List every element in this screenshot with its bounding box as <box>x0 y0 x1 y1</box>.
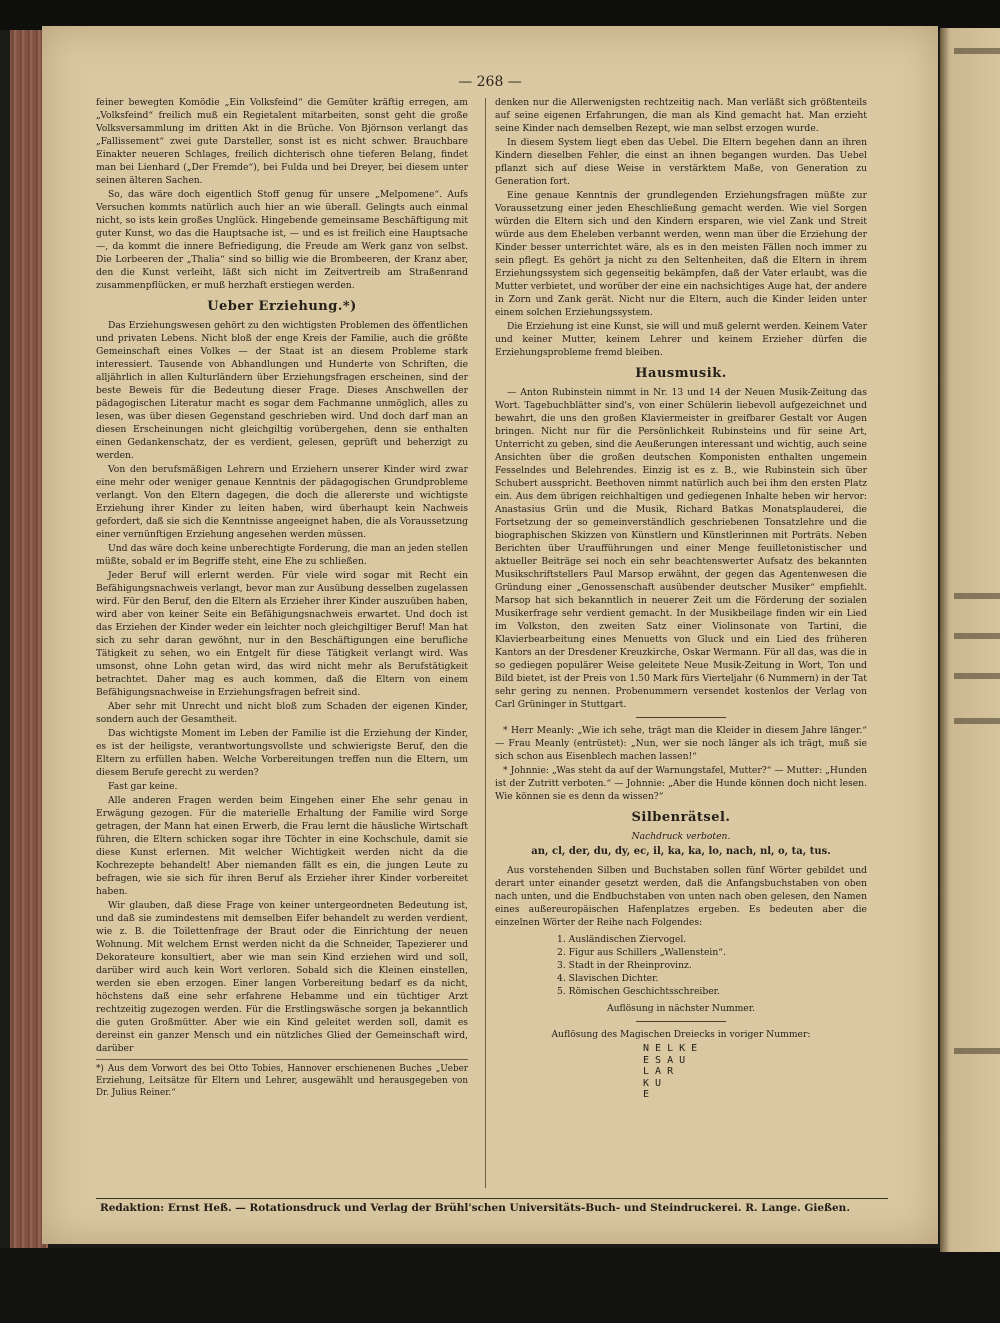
jokes-block <box>495 724 867 803</box>
hausmusik-heading: Hausmusik. <box>635 366 727 381</box>
clue-item: 2. Figur aus Schillers „Wallenstein“. <box>557 947 726 958</box>
imprint-footer: Redaktion: Ernst Heß. — Rotationsdruck und Verlag der Brühl'schen Universitäts-Buch- und Steindruckerei. R. Lange. Gießen. <box>100 1202 850 1214</box>
column-divider <box>485 98 486 1188</box>
triangle-caption: Auflösung des Magischen Dreiecks in voriger Nummer: <box>551 1029 811 1040</box>
intro-paragraph: So, das wäre doch eigentlich Stoff genug für unsere „Melpomene“. Aufs Versuchen kommts natürlich auch hier an wie überall. Gelingts auch einmal nicht, so ists kein großes Unglück. Hingebende gemeinsame Beschäftigung mit guter Kunst, wo das die Hauptsache ist, — und es ist freilich eine Hauptsache —, da kommt die innere Befriedigung, die Freude am Werk ganz von selbst. Die Lorbeeren der „Thalia“ sind so billig wie die Brombeeren, der Kranz aber, den die Kunst verleiht, läßt sich nicht im Zeitvertreib am Straßenrand zusammenpflücken, er muß herzhaft erstiegen werden. <box>96 189 468 291</box>
clue-item: 5. Römischen Geschichtsschreiber. <box>557 986 720 997</box>
clue-item: 3. Stadt in der Rheinprovinz. <box>557 960 692 971</box>
joke-item: * Herr Meanly: „Wie ich sehe, trägt man die Kleider in diesem Jahre länger.“ — Frau Meanly (entrüstet): „Nun, wer sie noch länger als ich trägt, muß sie sich schon aus Eisenblech machen lassen!“ <box>495 725 867 762</box>
erziehung-paragraph: Aber sehr mit Unrecht und nicht bloß zum Schaden der eigenen Kinder, sondern auch der Gesamtheit. <box>96 701 468 725</box>
page-number: — 268 — <box>458 74 522 90</box>
clue-item: 4. Slavischen Dichter. <box>557 973 659 984</box>
triangle-line: L A R <box>643 1066 674 1077</box>
erziehung-paragraph: Jeder Beruf will erlernt werden. Für viele wird sogar mit Recht ein Befähigungsnachweis verlangt, bevor man zur Ausübung desselben zugelassen wird. Für den Beruf, den die Eltern als Erzieher ihrer Kinder auszuüben haben, wird aber von keiner Seite ein Befähigungsnachweis erwartet. Und doch ist das Erziehen der Kinder weder ein leichter noch gleichgiltiger Beruf! Man hat sich zu sehr daran gewöhnt, nur in den Beschäftigungen eine berufliche Tätigkeit zu sehen, wo ein Entgelt für diese Tätigkeit verlangt wird. Was umsonst, ohne Lohn getan wird, das wird nicht mehr als Berufstätigkeit betrachtet. Daher mag es auch kommen, daß die Eltern von einem Befähigungsnachweise in Erziehungsfragen befreit sind. <box>96 570 468 698</box>
erziehung-paragraph: Alle anderen Fragen werden beim Eingehen einer Ehe sehr genau in Erwägung gezogen. Für die materielle Erhaltung der Familie wird Sorge getragen, der Mann hat einen Erwerb, die Frau lernt die häusliche Wirtschaft führen, die Eltern schicken sogar ihre Töchter in eine Kochschule, damit sie diese Kunst erlernen. Mit welcher Wichtigkeit werden nicht da die Kochrezepte behandelt! Aber niemanden fällt es ein, die jungen Leute zu befragen, wie sie sich für ihren Beruf als Erzieher ihrer Kinder vorbereitet haben. <box>96 795 468 897</box>
hausmusik-paragraph: — Anton Rubinstein nimmt in Nr. 13 und 14 der Neuen Musik-Zeitung das Wort. Tagebuchblätter sind's, von einer Schülerin liebevoll aufgezeichnet und bewahrt, die uns den großen Klaviermeister in greifbarer Gestalt vor Augen bringen. Nicht nur für die Persönlichkeit Rubinsteins und für seine Art, Unterricht zu geben, sind die Aeußerungen interessant und wichtig, auch seine Ansichten über die großen deutschen Komponisten enthalten ungemein Fesselndes und Belehrendes. Einzig ist es z. B., wie Rubinstein sich über Schubert ausspricht. Beethoven nimmt natürlich auch bei ihm den ersten Platz ein. Aus dem übrigen reichhaltigen und gediegenen Inhalte heben wir hervor: Anastasius Grün und die Musik, Richard Batkas Monatsplauderei, die Fortsetzung der so gemeinverständlich geschriebenen Tonsatzlehre und die biographischen Skizzen von Künstlern und Künstlerinnen mit Porträts. Neben Berichten über Uraufführungen und einer Menge feuilletonistischer und aktueller Beiträge sei noch ein sehr beachtenswerter Aufsatz des bekannten Musikschriftstellers Paul Marsop erwähnt, der gegen das Agentenwesen die Gründung einer „Genossenschaft ausübender deutscher Musiker“ empfiehlt. Marsop hat sich bekanntlich in neuerer Zeit um die Förderung der sozialen Musikerfrage sehr verdient gemacht. In der Musikbeilage finden wir ein Lied im Volkston, den zweiten Satz einer Violinsonate von Tartini, die Klavierbearbeitung eines Menuetts von Gluck und ein Lied des früheren Kantors an der Dresdener Kreuzkirche, Oskar Wermann. Für all das, was die in so gediegen populärer Weise geleitete Neue Musik-Zeitung in Wort, Ton und Bild bietet, ist der Preis von 1.50 Mark fürs Vierteljahr (6 Nummern) in der Tat sehr gering zu nennen. Probenummern versendet kostenlos der Verlag von Carl Grüninger in Stuttgart. <box>495 387 867 710</box>
erziehung-heading: Ueber Erziehung.*) <box>207 299 357 314</box>
silbenraetsel-heading: Silbenrätsel. <box>631 810 731 825</box>
erziehung-footnote: *) Aus dem Vorwort des bei Otto Tobies, Hannover erschienenen Buches „Ueber Erziehung, Leitsätze für Eltern und Lehrer, ausgewählt und herausgegeben von Dr. Julius Reiner.“ <box>96 1059 468 1099</box>
clue-item: 1. Ausländischen Ziervogel. <box>557 934 687 945</box>
reprint-notice: Nachdruck verboten. <box>631 831 731 842</box>
section-divider <box>636 1021 726 1022</box>
erziehung-paragraph: Das wichtigste Moment im Leben der Familie ist die Erziehung der Kinder, es ist der heiligste, verantwortungsvollste und schwierigste Beruf, den die Eltern zu erfüllen haben. Welche Vorbereitungen treffen nun die Eltern, um diesem Berufe gerecht zu werden? <box>96 728 468 778</box>
syllable-list: an, cl, der, du, dy, ec, il, ka, ka, lo, nach, nl, o, ta, tus. <box>531 846 831 857</box>
adjacent-text-line <box>954 673 1000 679</box>
left-column <box>96 96 468 1196</box>
erziehung-continuation: Die Erziehung ist eine Kunst, sie will und muß gelernt werden. Keinem Vater und keiner Mutter, keinem Lehrer und keinem Erzieher dürfen die Erziehungsprobleme fremd bleiben. <box>495 321 867 358</box>
erziehung-continuation: Eine genaue Kenntnis der grundlegenden Erziehungsfragen müßte zur Voraussetzung einer jeden Eheschließung gemacht werden. Wie viel Sorgen würden die Eltern sich und den Kindern ersparen, wie viel Zank und Streit würde aus dem Eheleben verbannt werden, wenn man über die Erziehung der Kinder besser unterrichtet wäre, als es in den meisten Fällen noch immer zu sein pflegt. Es gehört ja nicht zu den Seltenheiten, daß die Eltern in ihrem Erziehungssystem sich gegenseitig bekämpfen, daß der Vater erlaubt, was die Mutter verbietet, und worüber der eine ein nachsichtiges Auge hat, der andere in Zorn und Zank gerät. Nicht nur die Eltern, auch die Kinder leiden unter einem solchen Erziehungssystem. <box>495 190 867 318</box>
erziehung-paragraph: Fast gar keine. <box>108 781 178 792</box>
erziehung-paragraph: Das Erziehungswesen gehört zu den wichtigsten Problemen des öffentlichen und privaten Lebens. Nicht bloß der enge Kreis der Familie, auch die größte Gemeinschaft eines Volkes — der Staat ist an diesem Probleme stark interessiert. Tausende von Abhandlungen und Hunderte von Schriften, die alljährlich in allen Kulturländern über Erziehungsfragen erscheinen, sind der beste Beweis für die Bedeutung dieser Frage. Dieses Anschwellen der pädagogischen Literatur macht es sogar dem Fachmanne unmöglich, alles zu lesen, was über diesen Gegenstand geschrieben wird. Und doch darf man an diesen Erscheinungen nicht gleichgiltig vorübergehen, denn sie enthalten einen Gedankenschatz, der es verdient, gelesen, geprüft und beherzigt zu werden. <box>96 320 468 461</box>
adjacent-page-edge <box>940 28 1000 1252</box>
silbenraetsel-text: Aus vorstehenden Silben und Buchstaben sollen fünf Wörter gebildet und derart unter einander gesetzt werden, daß die Anfangsbuchstaben von oben nach unten, und die Endbuchstaben von unten nach oben gelesen, den Namen eines außereuropäischen Hafenplatzes ergeben. Es bedeuten aber die einzelnen Wörter der Reihe nach Folgendes: <box>495 865 867 928</box>
erziehung-paragraph: Wir glauben, daß diese Frage von keiner untergeordneten Bedeutung ist, und daß sie zumindestens mit demselben Eifer behandelt zu werden verdient, wie z. B. die Toilettenfrage der Braut oder die Einrichtung der neuen Wohnung. Mit welchem Ernst werden nicht da die Schneider, Tapezierer und Dekorateure konsultiert, aber wie man sein Kind erziehen wird und soll, darüber wird auch kein Wort verloren. Sobald sich die Kleinen einstellen, werden sie eben erzogen. Einer langen Vorbereitung bedarf es da nicht, höchstens daß eine sehr erfahrene Hebamme und ein tüchtiger Arzt rechtzeitig zugezogen werden. Für die Erstlingswäsche sorgen ja bekanntlich die guten Großmütter. Aber wie ein Kind geleitet werden soll, damit es dereinst ein ganzer Mensch und ein nützliches Glied der Gemeinschaft wird, darüber <box>96 900 468 1054</box>
silbenraetsel-clues <box>557 933 867 998</box>
adjacent-text-line <box>954 48 1000 54</box>
intro-paragraph: feiner bewegten Komödie „Ein Volksfeind“ die Gemüter kräftig erregen, am „Volksfeind“ freilich muß ein Regietalent mitarbeiten, sonst geht die große Volksversammlung im dritten Akt in die Brüche. Von Björnson verlangt das „Fallissement“ zwei gute Darsteller, sonst ist es nicht schwer. Brauchbare Einakter neueren Schlages, freilich dichterisch ohne tieferen Belang, findet man bei Lienhard („Der Fremde“), bei Fulda und bei Dreyer, bei diesem unter seinen älteren Sachen. <box>96 97 468 186</box>
erziehung-continuation: denken nur die Allerwenigsten rechtzeitig nach. Man verläßt sich größtenteils auf seine eigenen Erfahrungen, die man als Kind gemacht hat. Man erzieht seine Kinder nach demselben Rezept, wie man selbst erzogen wurde. <box>495 97 867 134</box>
joke-item: * Johnnie: „Was steht da auf der Warnungstafel, Mutter?“ — Mutter: „Hunden ist der Zutritt verboten.“ — Johnnie: „Aber die Hunde können doch nicht lesen. Wie können sie es denn da wissen?“ <box>495 765 867 802</box>
triangle-line: E S A U <box>643 1054 686 1066</box>
adjacent-text-line <box>954 718 1000 724</box>
adjacent-text-line <box>954 633 1000 639</box>
scan-background-bottom <box>0 1248 1000 1323</box>
erziehung-paragraph: Und das wäre doch keine unberechtigte Forderung, die man an jeden stellen müßte, sobald er im Begriffe steht, eine Ehe zu schließen. <box>96 543 468 567</box>
magic-triangle <box>643 1043 867 1101</box>
erziehung-continuation: In diesem System liegt eben das Uebel. Die Eltern begehen dann an ihren Kindern dieselben Fehler, die einst an ihnen begangen wurden. Das Uebel pflanzt sich auf diese Weise in verstärktem Maße, von Generation zu Generation fort. <box>495 137 867 187</box>
erziehung-paragraph: Von den berufsmäßigen Lehrern und Erziehern unserer Kinder wird zwar eine mehr oder weniger genaue Kenntnis der pädagogischen Grundprobleme verlangt. Von den Eltern dagegen, die doch die allererste und wichtigste Erziehung ihrer Kinder zu leiten haben, wird überhaupt kein Nachweis gefordert, daß sie sich die Kenntnisse angeeignet haben, die als Voraussetzung einer vernünftigen Erziehung angesehen werden müssen. <box>96 464 468 540</box>
adjacent-text-line <box>954 593 1000 599</box>
triangle-line: K U <box>643 1077 662 1089</box>
section-divider <box>636 717 726 718</box>
footer-rule <box>96 1198 888 1199</box>
triangle-line: N E L K E <box>643 1043 698 1054</box>
right-column <box>495 96 867 1101</box>
adjacent-text-line <box>954 1048 1000 1054</box>
solution-note: Auflösung in nächster Nummer. <box>606 1003 756 1014</box>
triangle-line: E <box>643 1089 650 1100</box>
